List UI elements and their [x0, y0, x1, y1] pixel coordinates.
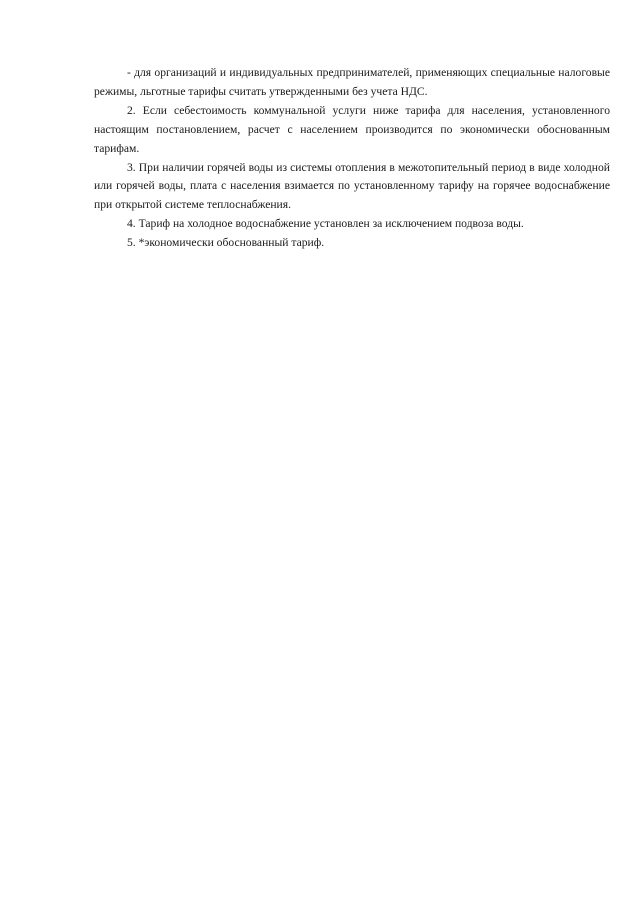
paragraph-ndс-note: - для организаций и индивидуальных предпринимателей, применяющих специальные налоговые режимы, льготные тарифы считать утвержденными без учета НДС.	[94, 66, 610, 98]
paragraph-2-cost-tariff: 2. Если себестоимость коммунальной услуги ниже тарифа для населения, установленного настоящим постановлением, расчет с населением производится по экономически обоснованным тарифам.	[94, 103, 610, 155]
paragraph-4-cold-water: 4. Тариф на холодное водоснабжение установлен за исключением подвоза воды.	[127, 217, 524, 231]
paragraph-5-footnote: 5. *экономически обоснованный тариф.	[127, 236, 325, 250]
paragraph-3-hot-water: 3. При наличии горячей воды из системы отопления в межотопительный период в виде холодной или горячей воды, плата с населения взимается по установленному тарифу на горячее водоснабжение при открытой системе теплоснабжения.	[94, 160, 610, 212]
document-body	[94, 64, 610, 253]
